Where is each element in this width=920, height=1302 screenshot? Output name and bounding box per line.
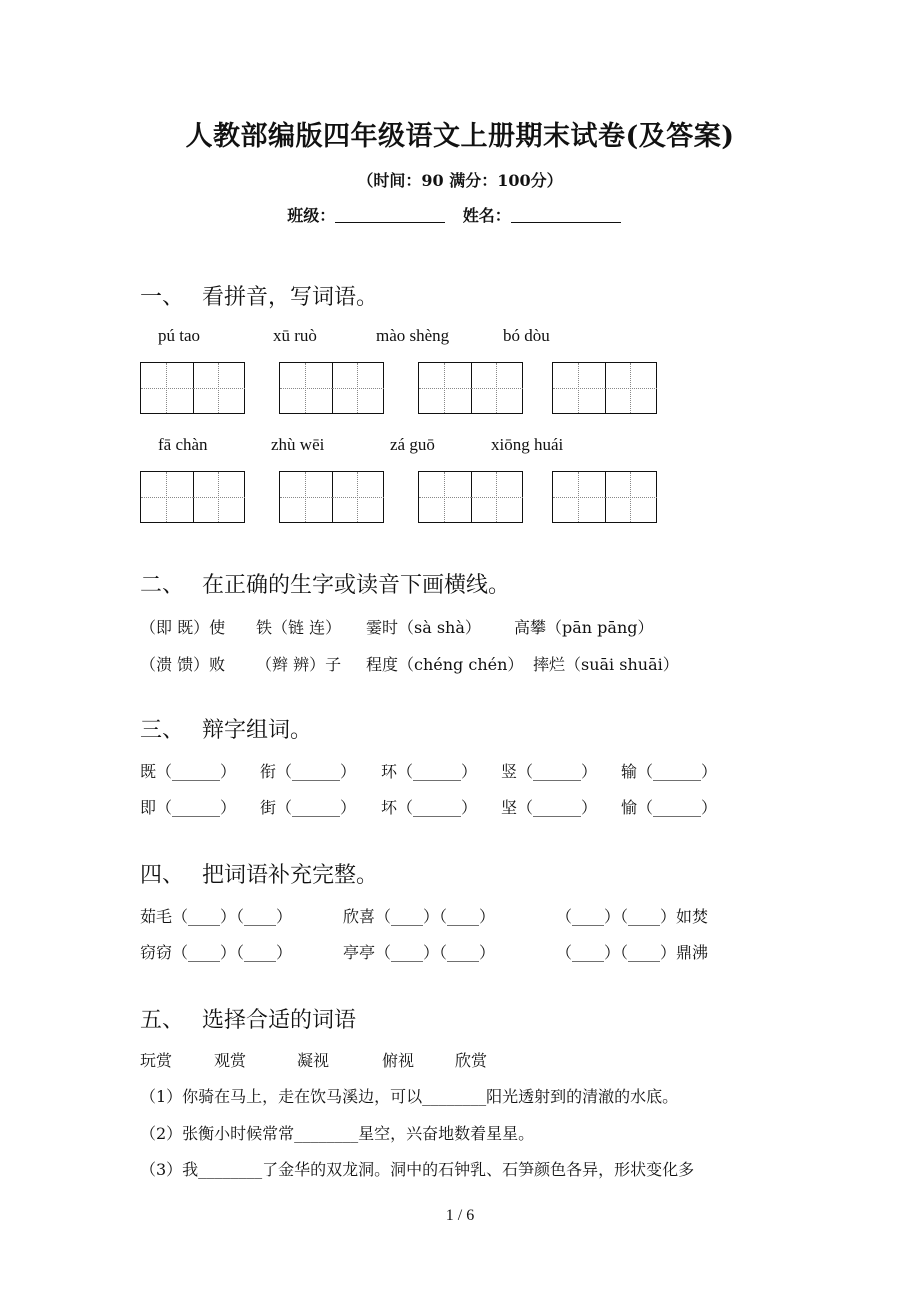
word-blank[interactable]: 输（______） bbox=[621, 762, 718, 781]
word-blank[interactable]: 环（______） bbox=[381, 762, 478, 781]
pinyin: xū ruò bbox=[273, 326, 317, 345]
word-option: 观赏 bbox=[214, 1051, 247, 1070]
pinyin: zá guō bbox=[390, 435, 435, 454]
option-item[interactable]: 程度（chéng chén） bbox=[366, 655, 524, 674]
idiom-blank[interactable]: （____）（____）如焚 bbox=[556, 907, 709, 926]
option-item[interactable]: （辫 辨）子 bbox=[256, 655, 342, 674]
class-label: 班级： bbox=[287, 206, 336, 225]
word-option: 欣赏 bbox=[455, 1051, 488, 1070]
writing-box[interactable] bbox=[552, 362, 657, 414]
word-blank[interactable]: 衔（______） bbox=[260, 762, 357, 781]
pinyin: xiōng huái bbox=[491, 435, 564, 454]
word-blank[interactable]: 愉（______） bbox=[621, 798, 718, 817]
pinyin: bó dòu bbox=[503, 326, 550, 345]
word-option: 玩赏 bbox=[140, 1051, 173, 1070]
writing-box[interactable] bbox=[140, 471, 245, 523]
pinyin: zhù wēi bbox=[271, 435, 325, 454]
option-item[interactable]: 摔烂（suāi shuāi） bbox=[533, 655, 679, 674]
question-1[interactable]: （1）你骑在马上，走在饮马溪边，可以________阳光透射到的清澈的水底。 bbox=[140, 1087, 679, 1106]
section-3-heading: 三、 辩字组词。 bbox=[140, 718, 313, 743]
word-blank[interactable]: 竖（______） bbox=[501, 762, 598, 781]
idiom-blank[interactable]: 欣喜（____）（____） bbox=[343, 907, 496, 926]
question-3[interactable]: （3）我________了金华的双龙洞。洞中的石钟乳、石笋颜色各异，形状变化多 bbox=[140, 1160, 695, 1179]
exam-info: （时间：90 满分：100分） bbox=[357, 171, 563, 190]
section-5-heading: 五、 选择合适的词语 bbox=[140, 1008, 357, 1033]
word-blank[interactable]: 既（______） bbox=[140, 762, 237, 781]
student-fields bbox=[0, 203, 920, 226]
writing-box[interactable] bbox=[279, 362, 384, 414]
option-item[interactable]: 霎时（sà shà） bbox=[366, 618, 481, 637]
name-label: 姓名： bbox=[462, 206, 511, 225]
writing-box[interactable] bbox=[279, 471, 384, 523]
option-item[interactable]: 铁（链 连） bbox=[256, 618, 342, 637]
writing-box[interactable] bbox=[418, 362, 523, 414]
idiom-blank[interactable]: 亭亭（____）（____） bbox=[343, 943, 496, 962]
page-number: 1 / 6 bbox=[445, 1207, 475, 1224]
option-item[interactable]: （即 既）使 bbox=[140, 618, 226, 637]
section-2-heading: 二、 在正确的生字或读音下画横线。 bbox=[140, 573, 511, 598]
writing-box[interactable] bbox=[140, 362, 245, 414]
word-blank[interactable]: 街（______） bbox=[260, 798, 357, 817]
word-option: 俯视 bbox=[382, 1051, 415, 1070]
word-blank[interactable]: 坚（______） bbox=[501, 798, 598, 817]
section-4-heading: 四、 把词语补充完整。 bbox=[140, 863, 379, 888]
class-blank[interactable] bbox=[335, 206, 445, 223]
pinyin: pú tao bbox=[158, 326, 201, 345]
section-1-heading: 一、 看拼音，写词语。 bbox=[140, 285, 379, 310]
pinyin: mào shèng bbox=[376, 326, 450, 345]
word-option: 凝视 bbox=[297, 1051, 330, 1070]
option-item[interactable]: （溃 馈）败 bbox=[140, 655, 226, 674]
idiom-blank[interactable]: 茹毛（____）（____） bbox=[140, 907, 293, 926]
word-blank[interactable]: 即（______） bbox=[140, 798, 237, 817]
name-blank[interactable] bbox=[511, 206, 621, 223]
pinyin: fā chàn bbox=[158, 435, 208, 454]
page-title: 人教部编版四年级语文上册期末试卷(及答案) bbox=[185, 121, 735, 152]
option-item[interactable]: 高攀（pān pāng） bbox=[514, 618, 654, 637]
writing-box[interactable] bbox=[418, 471, 523, 523]
writing-box[interactable] bbox=[552, 471, 657, 523]
idiom-blank[interactable]: 窃窃（____）（____） bbox=[140, 943, 293, 962]
word-blank[interactable]: 坏（______） bbox=[381, 798, 478, 817]
idiom-blank[interactable]: （____）（____）鼎沸 bbox=[556, 943, 709, 962]
question-2[interactable]: （2）张衡小时候常常________星空，兴奋地数着星星。 bbox=[140, 1124, 535, 1143]
